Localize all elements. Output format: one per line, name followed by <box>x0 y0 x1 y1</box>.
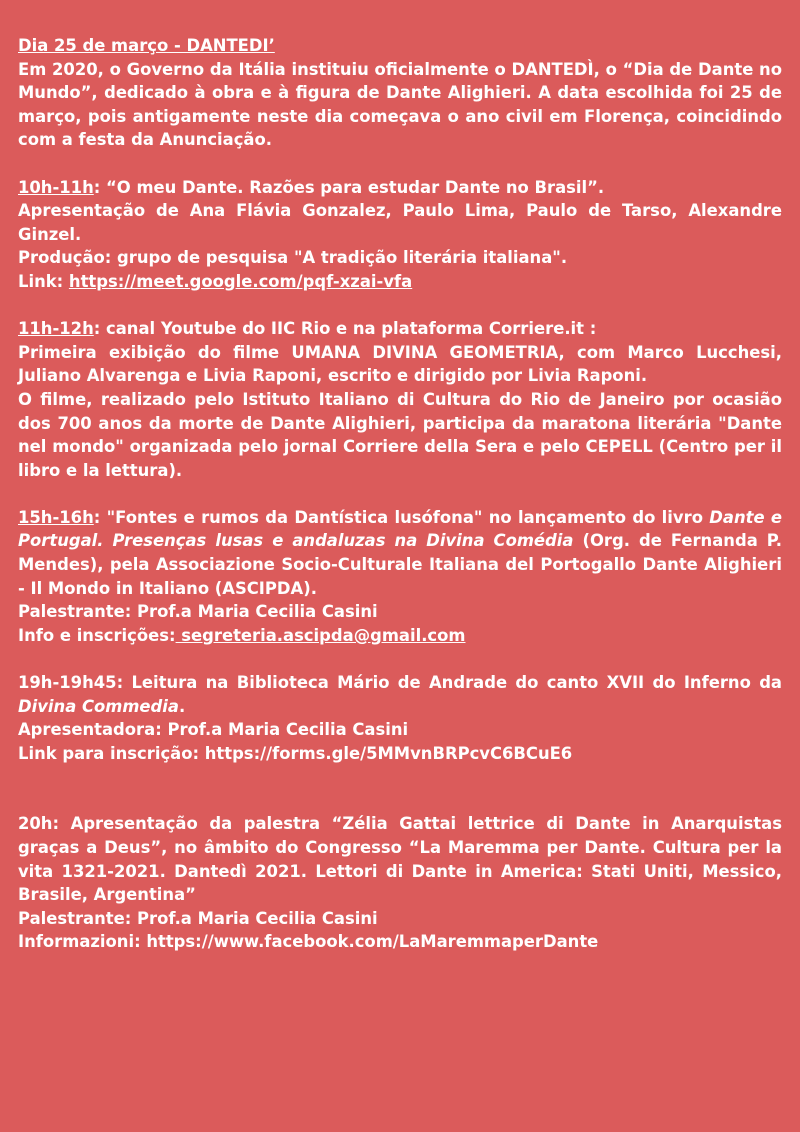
event-title: 20h: Apresentação da palestra “Zélia Gattai lettrice di Dante in Anarquistas graças a Deus”, no âmbito do Congresso “La Maremma per Dante. Cultura per la vita 1321-2021. Dantedì 2021. Lettori di Dante in America: Stati Uniti, Messico, Brasile, Argentina” <box>18 814 782 905</box>
event-info-label: Info e inscrições: <box>18 625 176 645</box>
event-title-b: . <box>178 696 186 716</box>
event-time: 10h-11h <box>18 177 94 197</box>
event-title: : canal Youtube do IIC Rio e na plataforma Corriere.it : <box>93 319 597 339</box>
event-title: : “O meu Dante. Razões para estudar Dante no Brasil”. <box>93 177 605 197</box>
event-title-a: 19h-19h45: Leitura na Biblioteca Mário de Andrade do canto XVII do Inferno da <box>18 673 782 693</box>
intro-section <box>18 34 782 152</box>
work-title: Divina Commedia <box>18 696 179 716</box>
book-title: Dante e Portugal. Presenças lusas e andaluzas na Divina Comédia <box>18 507 782 551</box>
event-presenter: Apresentadora: Prof.a Maria Cecilia Casini <box>18 720 409 740</box>
event-19h <box>18 671 782 765</box>
event-title-b: (Org. de Fernanda P. Mendes), pela Associazione Socio-Culturale Italiana del Portogallo Dante Alighieri - Il Mondo in Italiano (ASCIPDA). <box>18 531 783 598</box>
event-title-a: : "Fontes e rumos da Dantística lusófona" no lançamento do livro <box>93 507 710 527</box>
event-presenters: Apresentação de Ana Flávia Gonzalez, Paulo Lima, Paulo de Tarso, Alexandre Ginzel. <box>18 201 782 244</box>
event-film-description: O filme, realizado pelo Istituto Italiano di Cultura do Rio de Janeiro por ocasião dos 700 anos da morte de Dante Alighieri, participa da maratona literária "Dante nel mondo" organizada pelo jornal Corriere della Sera e pelo CEPELL (Centro per il libro e la lettura). <box>18 389 782 480</box>
event-20h <box>18 812 782 954</box>
event-time: 15h-16h <box>18 507 94 527</box>
event-15h <box>18 506 782 648</box>
email-link[interactable]: segreteria.ascipda@gmail.com <box>175 625 466 645</box>
event-info-link[interactable]: Informazioni: https://www.facebook.com/LaMaremmaperDante <box>18 932 599 952</box>
event-film-line: Primeira exibição do filme UMANA DIVINA GEOMETRIA, com Marco Lucchesi, Juliano Alvarenga e Livia Raponi, escrito e dirigido por Livia Raponi. <box>18 342 782 386</box>
intro-heading: Dia 25 de março - DANTEDI’ <box>18 36 275 55</box>
event-10h <box>18 176 782 294</box>
event-speaker: Palestrante: Prof.a Maria Cecilia Casini <box>18 602 378 622</box>
event-registration-link[interactable]: Link para inscrição: https://forms.gle/5MMvnBRPcvC6BCuE6 <box>18 743 573 763</box>
event-time: 11h-12h <box>18 319 94 339</box>
event-link-label: Link: <box>18 271 69 291</box>
event-speaker: Palestrante: Prof.a Maria Cecilia Casini <box>18 908 378 928</box>
intro-text: Em 2020, o Governo da Itália instituiu oficialmente o DANTEDÌ, o “Dia de Dante no Mundo”, dedicado à obra e à figura de Dante Alighieri. A data escolhida foi 25 de março, pois antigamente neste dia começava o ano civil em Florença, coincidindo com a festa da Anunciação. <box>18 59 782 150</box>
event-11h <box>18 317 782 482</box>
event-production: Produção: grupo de pesquisa "A tradição literária italiana". <box>18 248 568 268</box>
meet-link[interactable]: https://meet.google.com/pqf-xzai-vfa <box>68 271 413 291</box>
